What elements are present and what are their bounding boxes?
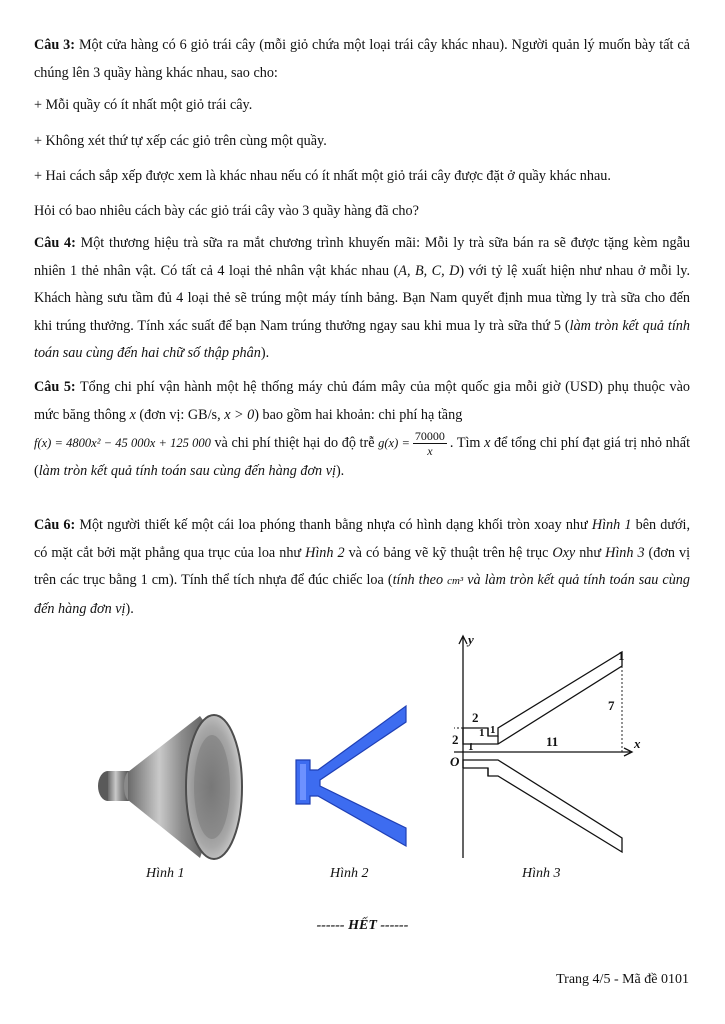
question-5-gx-num: 70000 [414,429,445,443]
question-5-text-2: (đơn vị: GB/s, [135,406,225,423]
label-x: x [634,736,641,751]
question-3-question: Hỏi có bao nhiêu cách bày các giỏ trái cây vào 3 quầy hàng đã cho? [34,203,419,219]
question-5-gx-fraction [413,429,447,458]
label-1-d: 1 [618,648,625,663]
figure-1-megaphone [90,700,250,870]
question-5-text-4: và chi phí thiệt hại do độ trễ [210,434,379,451]
label-2-top: 2 [472,710,479,725]
question-3 [34,32,690,87]
figure-2-cross-section [290,700,415,850]
upper-profile [463,652,622,744]
question-5-text-6: để tổng chi phí đạt giá trị nhỏ nhất ( [34,434,691,479]
question-6-h1: Hình 1 [591,517,632,533]
label-7: 7 [608,698,615,713]
question-5-label: Câu 5: [34,379,76,395]
question-5-gx-left: g(x) = [378,435,410,450]
question-5-fx: f(x) = 4800x² − 45 000x + 125 000 [34,435,211,450]
question-4-cards: A, B, C, D [398,262,460,279]
question-3-text: Một cửa hàng có 6 giỏ trái cây (mỗi giỏ chứa một loại trái cây khác nhau). Người quản lý muốn bày tất cả chúng lên 3 quầy hàng khác nhau, sao cho: [34,37,690,81]
question-5-text-3: ) bao gồm hai khoản: chi phí hạ tầng [254,406,463,423]
label-11: 11 [546,734,559,749]
question-4-label: Câu 4: [34,235,76,251]
figure-3-caption: Hình 3 [522,866,561,881]
question-4-text-2: ) với tỷ lệ xuất hiện như nhau ở mỗi ly. Khách hàng sưu tầm đủ 4 loại thẻ sẽ trúng một máy tính bảng. Bạn Nam quyết định mua từng ly trà sữa cho đến khi trúng thưởng. Tính xác suất để bạn Nam trúng thưởng ngay sau khi mua ly trà sữa thứ 5 ( [34,262,690,334]
question-4-text-1: Một thương hiệu trà sữa ra mắt chương trình khuyến mãi: Mỗi ly trà sữa bán ra sẽ được tặng kèm ngẫu nhiên 1 thẻ nhân vật. Có tất cả 4 loại thẻ nhân vật khác nhau ( [34,235,690,279]
question-5-note: làm tròn kết quả tính toán sau cùng đến hàng đơn vị [38,463,336,479]
figure-1-caption: Hình 1 [146,866,185,881]
question-5-gx-den: x [427,444,433,458]
question-5-text-1: Tổng chi phí vận hành một hệ thống máy chủ đám mây của một quốc gia mỗi giờ (USD) phụ thuộc vào mức băng thông [34,379,690,423]
label-origin: O [450,754,460,769]
label-1-c: 1 [468,741,474,753]
end-marker: ------ HẾT ------ [316,918,409,933]
question-6-unit: cm³ [447,575,464,587]
label-2-side: 2 [452,732,459,747]
question-4-text-3: ). [260,345,270,361]
question-6-text-4: như [575,544,606,561]
question-4 [34,230,690,368]
question-3-bullet-3: + Hai cách sắp xếp được xem là khác nhau nếu có ít nhất một giỏ trái cây được đặt ở quầy khác nhau. [34,168,611,184]
label-1-b: 1 [490,724,496,736]
page-number: Trang 4/5 - Mã đề 0101 [556,972,689,987]
figure-2-caption: Hình 2 [330,866,369,881]
label-1-a: 1 [479,727,485,739]
question-6-oxy: Oxy [552,544,576,561]
lower-profile [463,760,622,852]
question-5-var: x [129,406,136,423]
question-6-h3: Hình 3 [605,544,645,561]
question-6-text-5: (đơn vị trên các trục bằng 1 cm). Tính thể tích nhựa để đúc chiếc loa ( [34,544,691,588]
label-y: y [468,632,474,647]
question-6-h2: Hình 2 [305,544,345,561]
question-6-text-3: và có bảng vẽ kỹ thuật trên hệ trục [344,544,553,561]
question-6-text-6: ). [125,600,134,617]
question-6-note-2: và làm tròn kết quả tính toán sau cùng đến hàng đơn vị [34,572,690,617]
question-5 [34,374,690,486]
figure-3-technical-drawing [446,632,646,862]
question-5-cond: x > 0 [224,406,255,423]
question-3-label: Câu 3: [34,37,75,53]
question-6 [34,512,690,623]
question-5-text-5: . Tìm [449,434,485,451]
question-6-label: Câu 6: [34,517,76,533]
question-5-text-7: ). [335,463,345,479]
question-3-bullet-2: + Không xét thứ tự xếp các giỏ trên cùng một quầy. [34,133,327,149]
question-3-bullet-1: + Mỗi quầy có ít nhất một giỏ trái cây. [34,97,253,113]
question-5-var-2: x [484,434,491,451]
question-6-text-1: Một người thiết kế một cái loa phóng thanh bằng nhựa có hình dạng khối tròn xoay như [75,517,592,533]
question-6-note-1: tính theo [392,572,448,588]
question-4-note: làm tròn kết quả tính toán sau cùng đến hai chữ số thập phân [34,317,690,361]
question-6-text-2: bên dưới, có mặt cắt bởi mặt phẳng qua trục của loa như [34,517,691,561]
